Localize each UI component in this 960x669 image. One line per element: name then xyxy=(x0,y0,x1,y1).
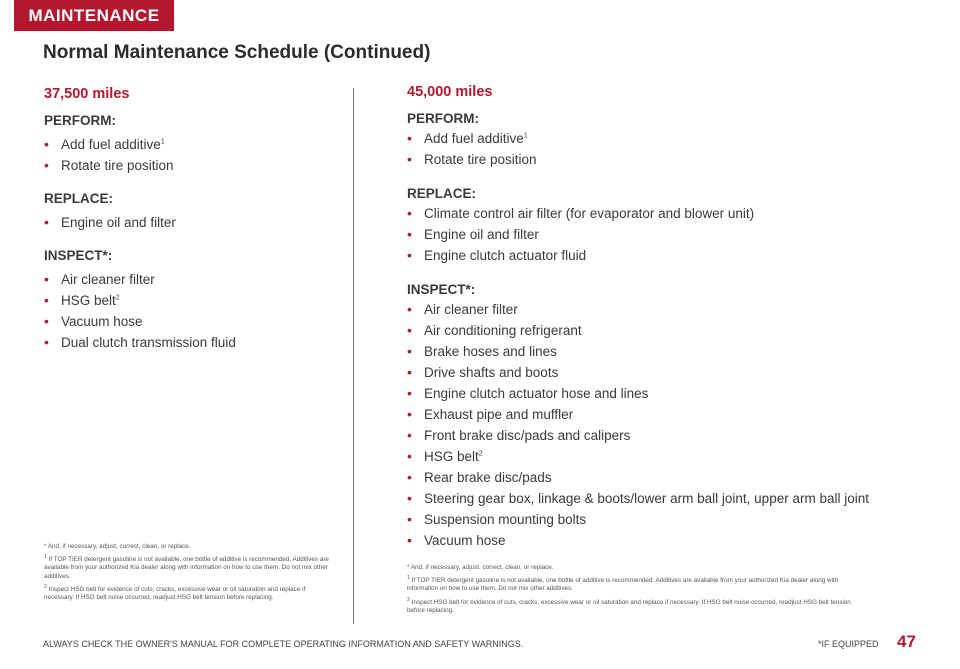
list-item: • Exhaust pipe and muffler xyxy=(407,404,927,425)
footnotes-left xyxy=(44,543,330,605)
footnote-2: $^2$ Inspect HSG belt for evidence of cuts, cracks, excessive wear or oil saturation and replace if necessary. If HSG belt noise occurred, readjust HSG belt tension before replacing. xyxy=(44,583,306,602)
column-divider xyxy=(353,88,354,624)
list-item: • Dual clutch transmission fluid xyxy=(44,332,334,353)
list-item: • HSG belt$^2$ xyxy=(44,290,334,311)
bullet-icon: • xyxy=(407,205,412,221)
list-item: • Rotate tire position xyxy=(44,155,334,176)
list-item: • Air conditioning refrigerant xyxy=(407,320,927,341)
bullet-icon: • xyxy=(407,532,412,548)
replace-heading: REPLACE: xyxy=(44,191,114,206)
bullet-icon: • xyxy=(44,313,49,329)
bullet-icon: • xyxy=(44,214,49,230)
bullet-icon: • xyxy=(407,151,412,167)
inspect-heading: INSPECT*: xyxy=(407,282,476,297)
section-tab: MAINTENANCE xyxy=(14,0,174,31)
bullet-icon: • xyxy=(44,334,49,350)
footnote-1: $^1$ If TOP TIER detergent gasoline is not available, one bottle of additive is recommended. Additives are available from your authorized Kia dealer along with information on how to use them. Do not mix other additives. xyxy=(407,575,839,593)
schedule-37500 xyxy=(44,86,334,353)
bullet-icon: • xyxy=(407,364,412,380)
list-item: • Engine clutch actuator hose and lines xyxy=(407,383,927,404)
bullet-icon: • xyxy=(407,490,412,506)
bullet-icon: • xyxy=(407,301,412,317)
bullet-icon: • xyxy=(407,385,412,401)
list-item: • Vacuum hose xyxy=(407,530,927,551)
inspect-list xyxy=(407,299,927,551)
mileage-heading: 37,500 miles xyxy=(44,86,130,102)
list-item: • Front brake disc/pads and calipers xyxy=(407,425,927,446)
schedule-45000 xyxy=(407,84,927,551)
inspect-heading: INSPECT*: xyxy=(44,248,113,263)
bullet-icon: • xyxy=(407,511,412,527)
inspect-list xyxy=(44,269,334,353)
list-item: • Climate control air filter (for evaporator and blower unit) xyxy=(407,203,927,224)
bullet-icon: • xyxy=(44,271,49,287)
bullet-icon: • xyxy=(407,343,412,359)
mileage-heading: 45,000 miles xyxy=(407,84,493,100)
perform-heading: PERFORM: xyxy=(407,111,479,126)
bullet-icon: • xyxy=(407,469,412,485)
bullet-icon: • xyxy=(407,130,412,146)
bullet-icon: • xyxy=(407,247,412,263)
list-item: • Engine oil and filter xyxy=(44,212,334,233)
bullet-icon: • xyxy=(407,406,412,422)
list-item: • Steering gear box, linkage & boots/lower arm ball joint, upper arm ball joint xyxy=(407,488,927,509)
page-title: Normal Maintenance Schedule (Continued) xyxy=(43,42,431,63)
list-item: • Add fuel additive$^1$ xyxy=(44,134,334,155)
perform-list xyxy=(407,128,927,170)
list-item: • Vacuum hose xyxy=(44,311,334,332)
list-item: • Suspension mounting bolts xyxy=(407,509,927,530)
bullet-icon: • xyxy=(44,136,49,152)
list-item: • Air cleaner filter xyxy=(407,299,927,320)
list-item: • Brake hoses and lines xyxy=(407,341,927,362)
bullet-icon: • xyxy=(407,427,412,443)
replace-list xyxy=(44,212,334,233)
list-item: • Air cleaner filter xyxy=(44,269,334,290)
list-item: • Add fuel additive$^1$ xyxy=(407,128,927,149)
list-item: • Rotate tire position xyxy=(407,149,927,170)
footnote-asterisk: * And, if necessary, adjust, correct, clean, or replace. xyxy=(44,543,191,550)
bullet-icon: • xyxy=(407,322,412,338)
footnotes-right xyxy=(407,564,852,618)
list-item: • Engine clutch actuator fluid xyxy=(407,245,927,266)
bullet-icon: • xyxy=(44,292,49,308)
list-item: • HSG belt$^2$ xyxy=(407,446,927,467)
footer-warning: ALWAYS CHECK THE OWNER'S MANUAL FOR COMPLETE OPERATING INFORMATION AND SAFETY WARNINGS. xyxy=(43,639,524,649)
footnote-1: $^1$ If TOP TIER detergent gasoline is not available, one bottle of additive is recommended. Additives are available from your authorized Kia dealer along with information on how to use them. Do not mix other additives. xyxy=(44,554,329,580)
bullet-icon: • xyxy=(407,448,412,464)
bullet-icon: • xyxy=(407,226,412,242)
list-item: • Engine oil and filter xyxy=(407,224,927,245)
replace-list xyxy=(407,203,927,266)
perform-list xyxy=(44,134,334,176)
list-item: • Drive shafts and boots xyxy=(407,362,927,383)
footer-equipped-note: *IF EQUIPPED xyxy=(818,639,879,649)
perform-heading: PERFORM: xyxy=(44,113,116,128)
bullet-icon: • xyxy=(44,157,49,173)
page-number: 47 xyxy=(897,632,916,651)
footnote-asterisk: * And, if necessary, adjust, correct, clean, or replace. xyxy=(407,564,554,571)
footnote-2: $^2$ Inspect HSG belt for evidence of cuts, cracks, excessive wear or oil saturation and replace if necessary. If HSG belt noise occurred, readjust HSG belt tension before replacing. xyxy=(407,596,851,614)
list-item: • Rear brake disc/pads xyxy=(407,467,927,488)
replace-heading: REPLACE: xyxy=(407,186,477,201)
